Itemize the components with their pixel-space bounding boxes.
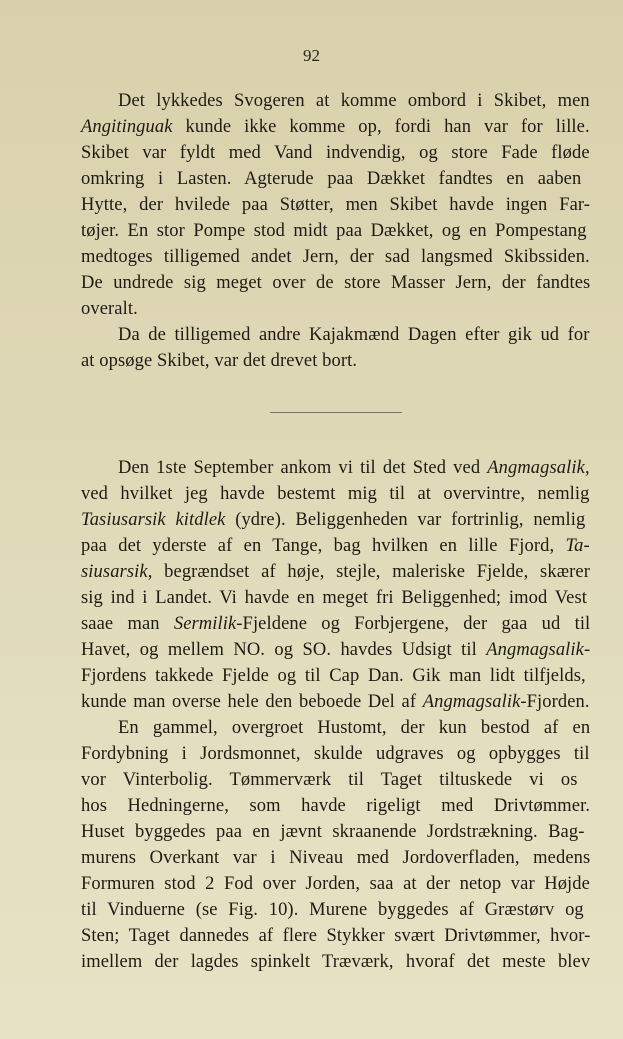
line-text: tøjer. En stor Pompe stod midt paa Dækket, og en Pompestang (81, 221, 587, 241)
text-line (81, 141, 590, 165)
line-text: hos Hedningerne, som havde rigeligt med Drivtømmer. (81, 796, 591, 816)
line-text-lead: kunde man overse hele den beboede Del af (81, 692, 423, 712)
text-line (81, 193, 590, 217)
line-text (81, 638, 590, 662)
section-separator-rule (270, 412, 402, 413)
page-number: 92 (303, 46, 320, 65)
text-line (118, 323, 590, 347)
text-line (81, 586, 590, 610)
line-text: vor Vinterbolig. Tømmerværk til Taget tiltuskede vi os (81, 770, 578, 790)
text-line (81, 534, 590, 558)
line-text-rest: , begrændset af høje, stejle, maleriske Fjelde, skærer (147, 562, 590, 582)
text-line (81, 508, 590, 532)
line-text: En gammel, overgroet Hustomt, der kun bestod af en (118, 718, 591, 738)
text-line (81, 924, 590, 948)
text-line (81, 742, 590, 766)
text-line (81, 612, 590, 636)
italic-name: Angmagsalik (487, 458, 585, 478)
text-line (81, 115, 590, 139)
italic-name: Angmagsalik- (486, 640, 591, 660)
text-line (81, 820, 590, 844)
line-text-lead: Den 1ste September ankom vi til det Sted ved (118, 458, 488, 478)
line-text: ved hvilket jeg havde bestemt mig til at overvintre, nemlig (81, 484, 590, 504)
line-text: til Vinduerne (se Fig. 10). Murene byggedes af Græstørv og (81, 900, 584, 920)
line-text (118, 456, 590, 480)
line-text: Skibet var fyldt med Vand indvendig, og store Fade fløde (81, 143, 590, 163)
text-line (118, 89, 590, 113)
line-text: murens Overkant var i Niveau med Jordoverfladen, medens (81, 848, 591, 868)
text-line (118, 716, 590, 740)
line-text: Da de tilligemed andre Kajakmænd Dagen efter gik ud for (118, 325, 590, 345)
line-text: overalt. (81, 299, 138, 319)
text-line (81, 898, 590, 922)
text-line (81, 245, 590, 269)
text-line (81, 950, 590, 974)
text-line (81, 482, 590, 506)
line-text (81, 612, 590, 636)
text-line (81, 560, 590, 584)
line-text-lead: Havet, og mellem NO. og SO. havdes Udsigt til (81, 640, 487, 660)
line-text (81, 508, 585, 532)
line-text-tail: -Fjeldene og Forbjergene, der gaa ud til (236, 614, 591, 634)
text-line (118, 456, 590, 480)
line-text: Det lykkedes Svogeren at komme ombord i Skibet, men (118, 91, 590, 111)
text-line (81, 271, 590, 295)
text-line (81, 219, 590, 243)
line-text (81, 115, 590, 139)
line-text (81, 534, 590, 558)
line-text: at opsøge Skibet, var det drevet bort. (81, 351, 358, 371)
italic-name: siusarsik (81, 562, 148, 582)
text-line (81, 349, 590, 373)
line-text: Formuren stod 2 Fod over Jorden, saa at der netop var Højde (81, 874, 590, 894)
text-line (81, 638, 590, 662)
italic-name: Angmagsalik (422, 692, 521, 712)
line-text: De undrede sig meget over de store Masser Jern, der fandtes (81, 273, 591, 293)
italic-name: Ta- (565, 536, 590, 556)
text-line (81, 664, 590, 688)
text-line (81, 794, 590, 818)
line-text: sig ind i Landet. Vi havde en meget fri Beliggenhed; imod Vest (81, 588, 587, 608)
line-text: omkring i Lasten. Agterude paa Dækket fandtes en aaben (81, 169, 582, 189)
text-line (81, 167, 590, 191)
line-text: Huset byggedes paa en jævnt skraanende Jordstrækning. Bag- (81, 822, 585, 842)
italic-name: Tasiusarsik kitdlek (81, 510, 226, 530)
line-text-tail: , (584, 458, 590, 478)
line-text: Fordybning i Jordsmonnet, skulde udgraves og opbygges til (81, 744, 590, 764)
line-text (81, 560, 590, 584)
text-line (81, 690, 590, 714)
italic-name: Sermilik (173, 614, 237, 634)
text-line (81, 846, 590, 870)
text-line (81, 768, 590, 792)
line-text-rest: (ydre). Beliggenheden var fortrinlig, nemlig (225, 510, 586, 530)
line-text: imellem der lagdes spinkelt Træværk, hvoraf det meste blev (81, 952, 591, 972)
text-line (81, 297, 590, 321)
line-text: medtoges tilligemed andet Jern, der sad langsmed Skibssiden. (81, 247, 590, 267)
line-text: Sten; Taget dannedes af flere Stykker svært Drivtømmer, hvor- (81, 926, 591, 946)
line-text (81, 690, 590, 714)
text-line (81, 872, 590, 896)
line-text: Fjordens takkede Fjelde og til Cap Dan. Gik man lidt tilfjelds, (81, 666, 586, 686)
line-text-lead: paa det yderste af en Tange, bag hvilken en lille Fjord, (81, 536, 566, 556)
italic-name: Angitinguak (81, 117, 173, 137)
line-text: Hytte, der hvilede paa Støtter, men Skibet havde ingen Far- (81, 195, 591, 215)
line-text-lead: saae man (81, 614, 174, 634)
line-text-rest: kunde ikke komme op, fordi han var for lille. (172, 117, 590, 137)
line-text-tail: -Fjorden. (520, 692, 590, 712)
